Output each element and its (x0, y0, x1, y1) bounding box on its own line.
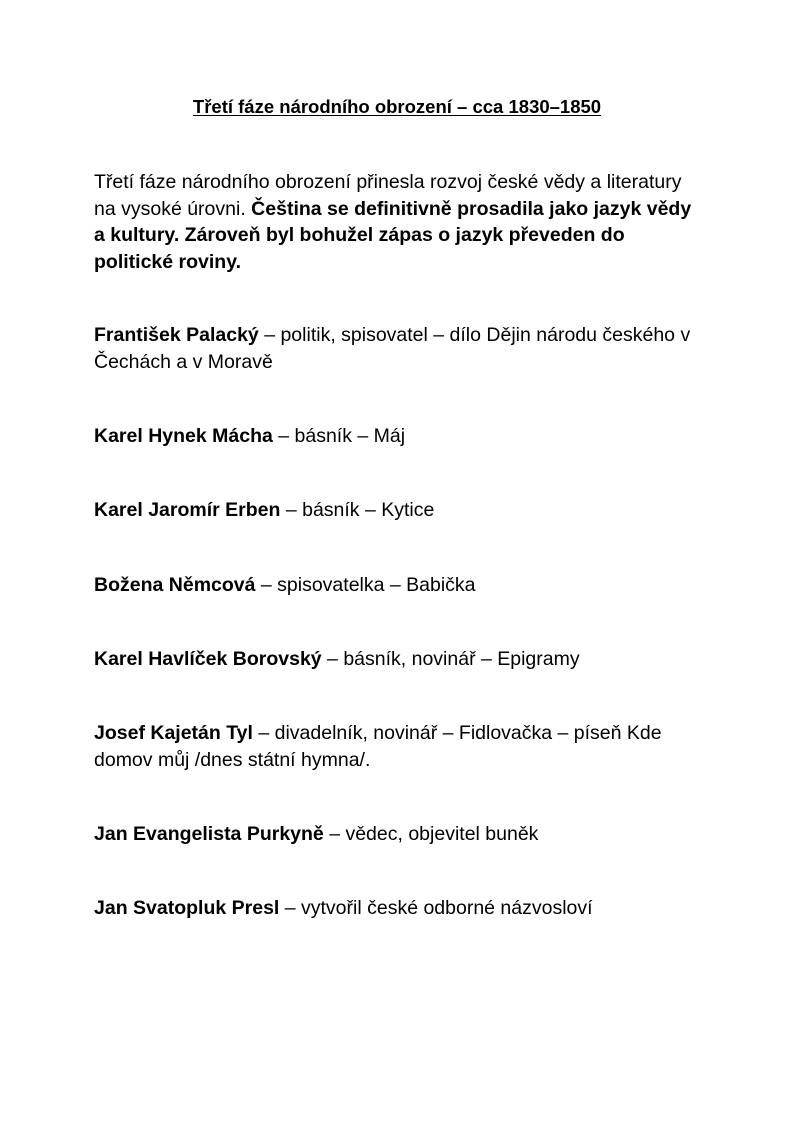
person-name: Karel Havlíček Borovský (94, 648, 322, 670)
person-description: – divadelník, novinář – Fidlovačka – píseň Kde domov můj /dnes státní hymna/. (94, 722, 662, 771)
page-title: Třetí fáze národního obrození – cca 1830–1850 (192, 96, 602, 117)
person-name: Karel Jaromír Erben (94, 499, 281, 521)
intro-text: Třetí fáze národního obrození přinesla rozvoj české vědy a literatury na vysoké úrovni. (94, 171, 682, 220)
list-item (94, 322, 694, 375)
person-name: Karel Hynek Mácha (94, 425, 273, 447)
person-name: Jan Evangelista Purkyně (94, 823, 324, 845)
person-description: – básník, novinář – Epigramy (321, 648, 580, 670)
intro-bold-text: Čeština se definitivně prosadila jako jazyk vědy a kultury. Zároveň byl bohužel zápas o jazyk převeden do politické roviny. (94, 197, 692, 273)
intro-paragraph (94, 169, 694, 275)
person-name: Božena Němcová (94, 574, 256, 596)
list-item (94, 895, 694, 922)
person-name: Jan Svatopluk Presl (94, 897, 280, 919)
person-description: – básník – Máj (272, 425, 406, 447)
person-name: František Palacký (94, 324, 259, 346)
list-item (94, 646, 694, 673)
list-item (94, 423, 694, 450)
list-item (94, 821, 694, 848)
person-description: – politik, spisovatel – dílo Dějin národu českého v Čechách a v Moravě (94, 324, 691, 373)
person-description: – spisovatelka – Babička (255, 574, 476, 596)
list-item (94, 720, 694, 773)
person-description: – vědec, objevitel buněk (323, 823, 539, 845)
list-item (94, 497, 694, 524)
person-description: – vytvořil české odborné názvosloví (279, 897, 593, 919)
list-item (94, 572, 694, 599)
person-name: Josef Kajetán Tyl (94, 722, 253, 744)
person-description: – básník – Kytice (280, 499, 435, 521)
